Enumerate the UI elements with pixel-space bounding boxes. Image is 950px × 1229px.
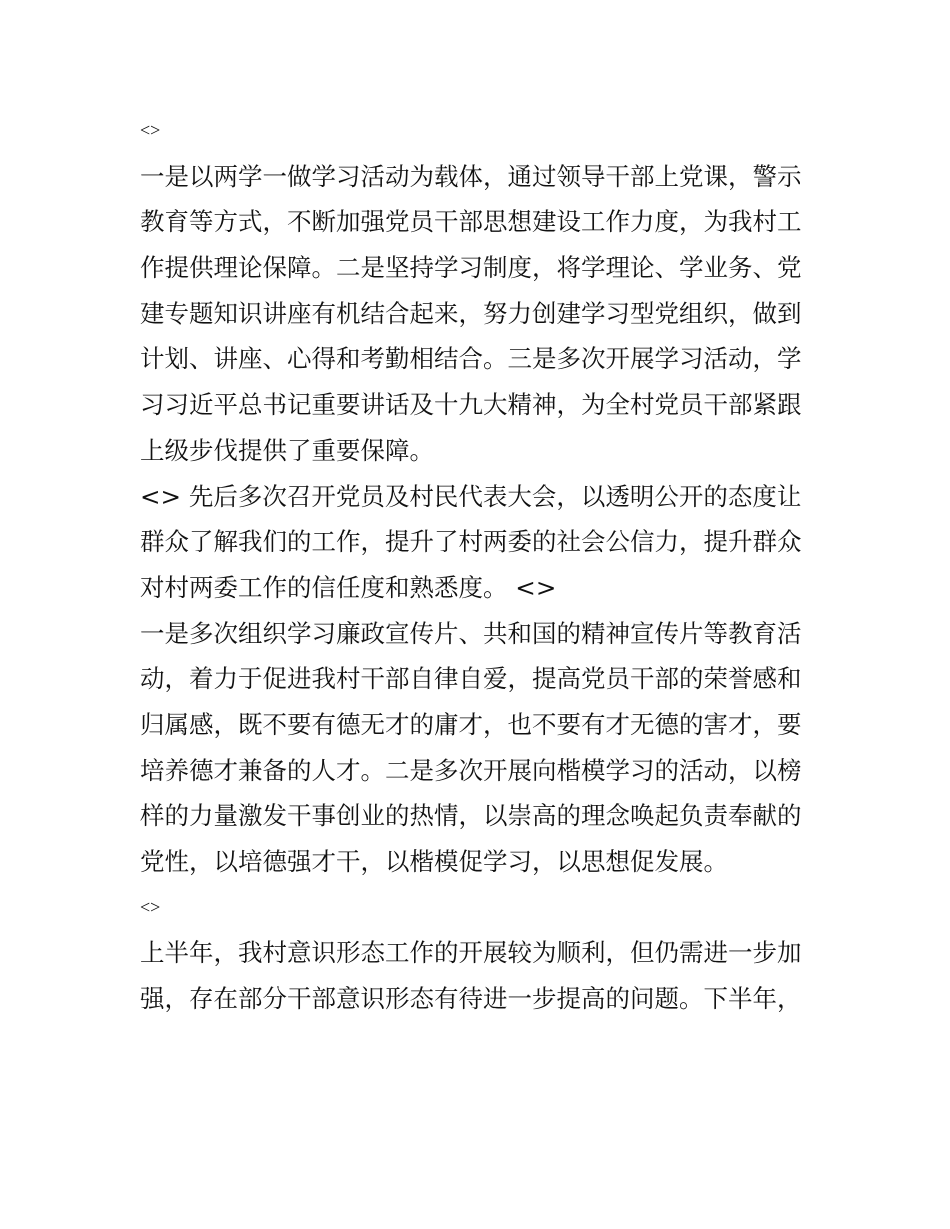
- paragraph-line: 样的力量激发干事创业的热情，以崇高的理念唤起负责奉献的: [140, 801, 802, 831]
- section-marker: <>: [140, 120, 161, 140]
- paragraph-line: 动，着力于促进我村干部自律自爱，提高党员干部的荣誉感和: [140, 664, 802, 694]
- paragraph-line: 建专题知识讲座有机结合起来，努力创建学习型党组织，做到: [140, 298, 802, 328]
- paragraph-line: 作提供理论保障。二是坚持学习制度，将学理论、学业务、党: [140, 253, 802, 283]
- paragraph-line: <> 先后多次召开党员及村民代表大会，以透明公开的态度让: [140, 481, 802, 511]
- paragraph-line: 归属感，既不要有德无才的庸才，也不要有才无德的害才，要: [140, 709, 802, 739]
- paragraph-line: 教育等方式，不断加强党员干部思想建设工作力度，为我村工: [140, 207, 802, 237]
- paragraph-line: 强，存在部分干部意识形态有待进一步提高的问题。下半年，: [140, 984, 802, 1014]
- paragraph-line: 对村两委工作的信任度和熟悉度。 <>: [140, 572, 557, 602]
- paragraph-line: 习习近平总书记重要讲话及十九大精神，为全村党员干部紧跟: [140, 390, 802, 420]
- paragraph-line: 上半年，我村意识形态工作的开展较为顺利，但仍需进一步加: [140, 938, 802, 968]
- paragraph-line: 一是多次组织学习廉政宣传片、共和国的精神宣传片等教育活: [140, 618, 802, 648]
- paragraph-line: 上级步伐提供了重要保障。: [140, 435, 434, 465]
- paragraph-line: 党性，以培德强才干，以楷模促学习，以思想促发展。: [140, 847, 728, 876]
- paragraph-line: 一是以两学一做学习活动为载体，通过领导干部上党课，警示: [140, 161, 802, 191]
- document-body: [140, 108, 820, 1022]
- section-marker: <>: [140, 896, 161, 917]
- paragraph-line: 群众了解我们的工作，提升了村两委的社会公信力，提升群众: [140, 527, 802, 557]
- paragraph-line: 计划、讲座、心得和考勤相结合。三是多次开展学习活动，学: [140, 344, 802, 374]
- paragraph-line: 培养德才兼备的人才。二是多次开展向楷模学习的活动，以榜: [140, 755, 802, 785]
